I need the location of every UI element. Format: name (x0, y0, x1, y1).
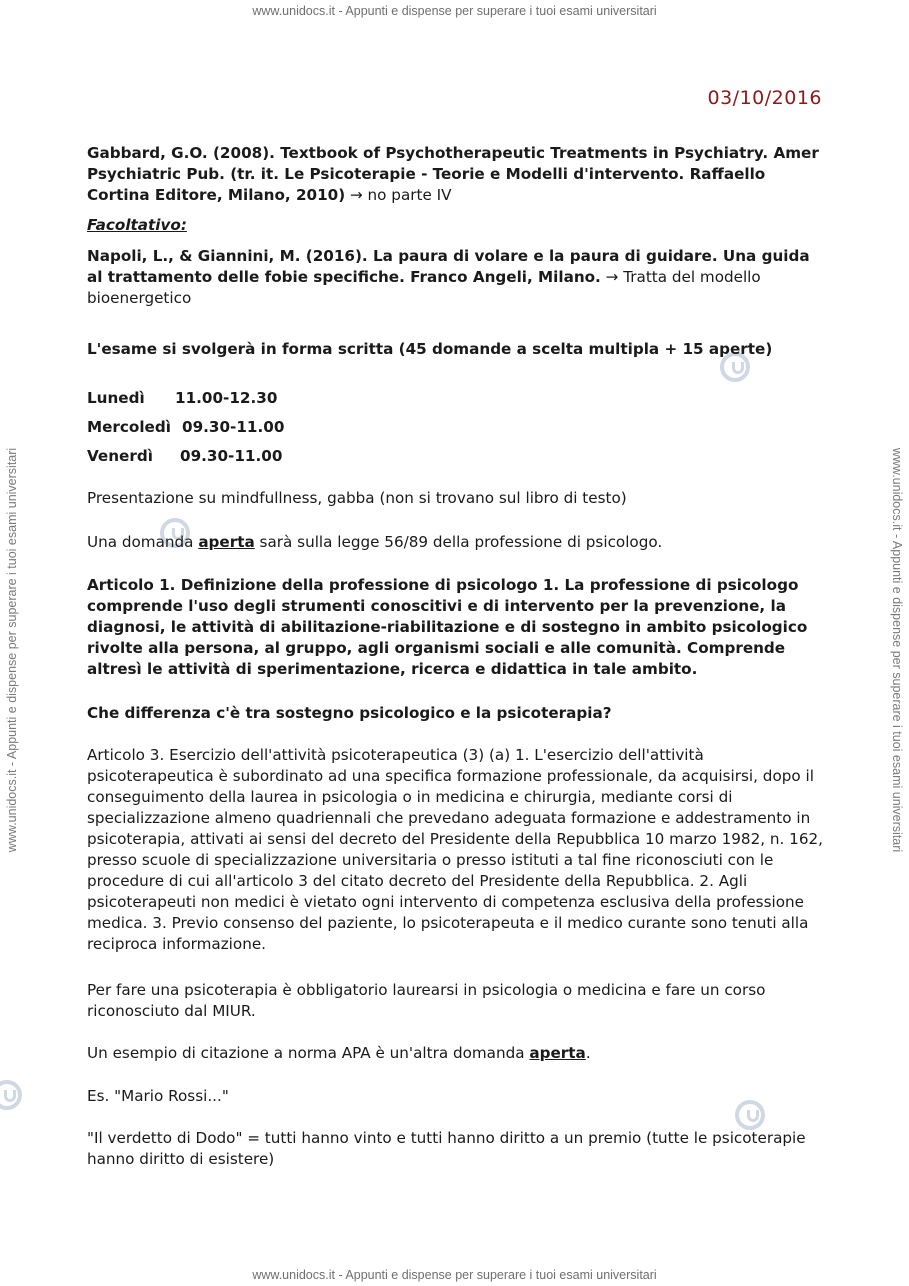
open-question-law (87, 532, 827, 553)
schedule-day: Mercoledì (87, 418, 171, 436)
schedule-day: Venerdì (87, 447, 153, 465)
reference-gabbard-note: → no parte IV (345, 186, 452, 204)
dodo-verdict: "Il verdetto di Dodo" = tutti hanno vinto e tutti hanno diritto a un premio (tutte le psicoterapie hanno diritto di esistere) (87, 1129, 806, 1168)
article-1: Articolo 1. Definizione della professione di psicologo 1. La professione di psicologo comprende l'uso degli strumenti conoscitivi e di intervento per la prevenzione, la diagnosi, le attività di abilitazione-riabilitazione e di sostegno in ambito psicologico rivolte alla persona, al gruppo, agli organismi sociali e alle comunità. Comprende altresì le attività di sperimentazione, ricerca e didattica in tale ambito. (87, 576, 808, 678)
schedule-day: Lunedì (87, 389, 145, 407)
reference-napoli (87, 246, 827, 309)
text-after: sarà sulla legge 56/89 della professione di psicologo. (254, 533, 663, 551)
text-before: Una domanda (87, 533, 199, 551)
reference-napoli-note: → Tratta del modello bioenergetico (87, 268, 761, 307)
reference-napoli-citation: Napoli, L., & Giannini, M. (2016). La paura di volare e la paura di guidare. Una guida al trattamento delle fobie specifiche. Franco Angeli, Milano. (87, 247, 810, 286)
watermark-left: www.unidocs.it - Appunti e dispense per superare i tuoi esami universitari (5, 447, 19, 853)
text-after: . (585, 1044, 591, 1062)
exam-format: L'esame si svolgerà in forma scritta (45 domande a scelta multipla + 15 aperte) (87, 340, 773, 358)
optional-heading-text: Facoltativo: (87, 216, 187, 234)
optional-heading (87, 215, 827, 236)
watermark-top: www.unidocs.it - Appunti e dispense per superare i tuoi esami universitari (252, 4, 657, 18)
schedule-time: 11.00-12.30 (175, 389, 278, 407)
schedule-row (87, 389, 277, 407)
document-date: 03/10/2016 (707, 87, 822, 109)
open-question-apa (87, 1043, 827, 1064)
article-3: Articolo 3. Esercizio dell'attività psicoterapeutica (3) (a) 1. L'esercizio dell'attività psicoterapeutica è subordinato ad una specifica formazione professionale, da acquisirsi, dopo il conseguimento della laurea in psicologia o in medicina e chirurgia, mediante corsi di specializzazione almeno quadriennali che prevedano adeguata formazione e addestramento in psicoterapia, attivati ai sensi del decreto del Presidente della Repubblica 10 marzo 1982, n. 162, presso scuole di specializzazione universitaria o presso istituti a tal fine riconosciuti con le procedure di cui all'articolo 3 del citato decreto del Presidente della Repubblica. 2. Agli psicoterapeuti non medici è vietato ogni intervento di competenza esclusiva della professione medica. 3. Previo consenso del paziente, lo psicoterapeuta e il medico curante sono tenuti alla reciproca informazione. (87, 746, 823, 953)
schedule-row (87, 447, 282, 465)
watermark-right: www.unidocs.it - Appunti e dispense per superare i tuoi esami universitari (890, 447, 904, 853)
question-difference: Che differenza c'è tra sostegno psicologico e la psicoterapia? (87, 704, 612, 722)
citation-example: Es. "Mario Rossi..." (87, 1087, 229, 1105)
emphasis-aperta: aperta (198, 533, 255, 551)
reference-gabbard (87, 143, 827, 206)
text-before: Un esempio di citazione a norma APA è un'altra domanda (87, 1044, 530, 1062)
reference-gabbard-citation: Gabbard, G.O. (2008). Textbook of Psychotherapeutic Treatments in Psychiatry. Amer Psychiatric Pub. (tr. it. Le Psicoterapie - Teorie e Modelli d'intervento. Raffaello Cortina Editore, Milano, 2010) (87, 144, 819, 204)
schedule-row (87, 418, 284, 436)
presentation-note: Presentazione su mindfullness, gabba (non si trovano sul libro di testo) (87, 489, 627, 507)
watermark-bottom: www.unidocs.it - Appunti e dispense per superare i tuoi esami universitari (252, 1268, 657, 1282)
emphasis-aperta: aperta (529, 1044, 586, 1062)
schedule-time: 09.30-11.00 (180, 447, 283, 465)
psychotherapy-note: Per fare una psicoterapia è obbligatorio laurearsi in psicologia o medicina e fare un corso riconosciuto dal MIUR. (87, 981, 766, 1020)
schedule-time: 09.30-11.00 (182, 418, 285, 436)
